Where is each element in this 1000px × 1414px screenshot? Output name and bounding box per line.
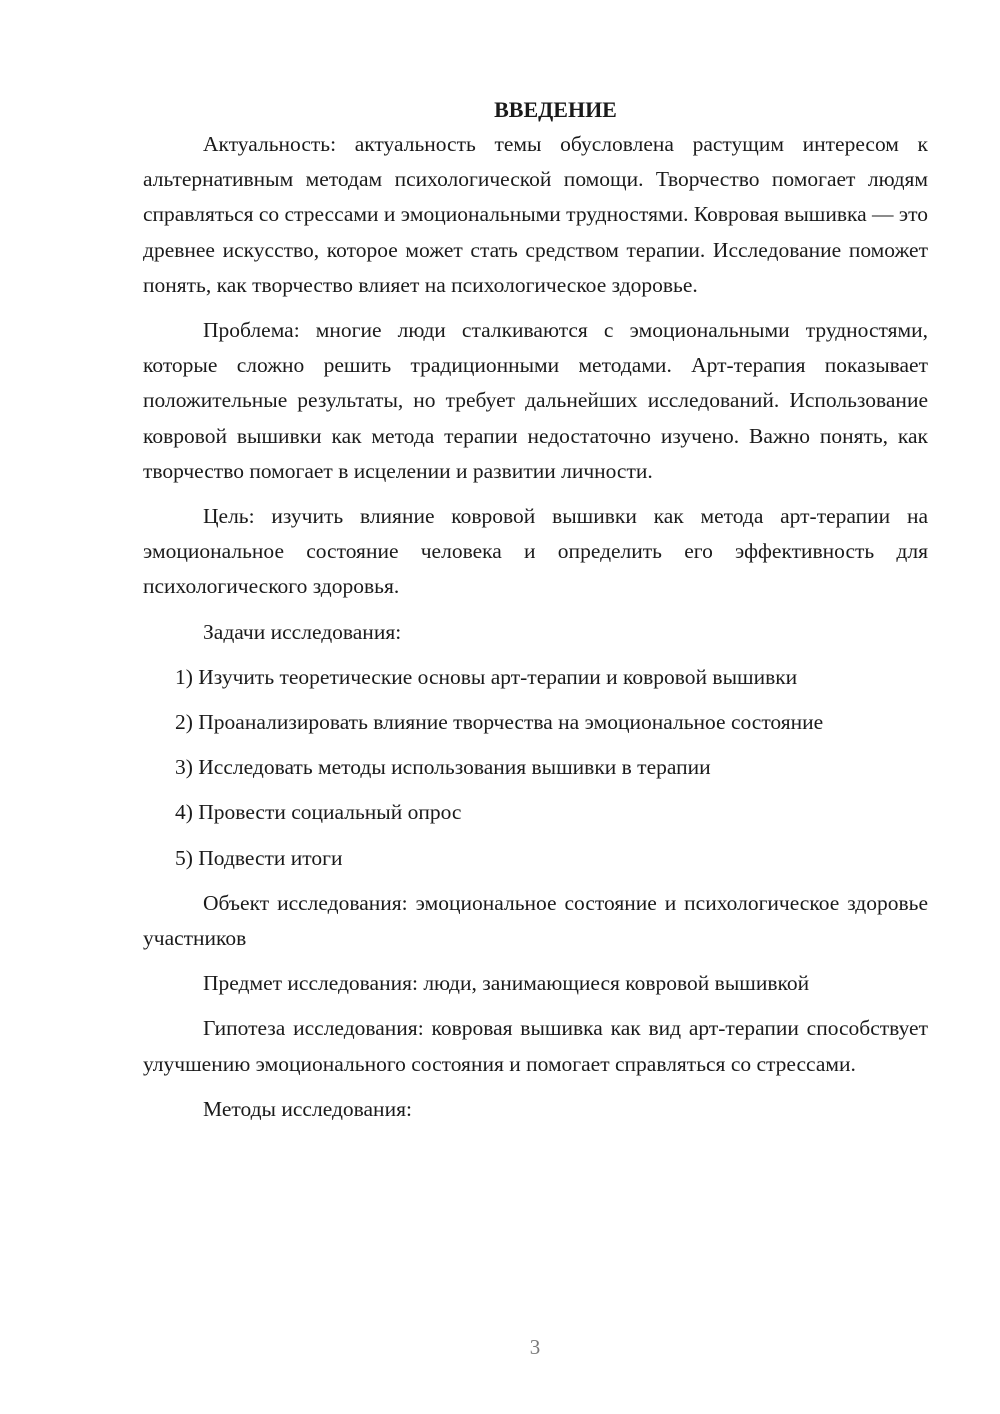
methods-paragraph: Методы исследования: — [203, 1096, 412, 1121]
task-item: 5) Подвести итоги — [175, 845, 343, 870]
spacer — [143, 489, 928, 499]
task-item: 1) Изучить теоретические основы арт-терапии и ковровой вышивки — [175, 664, 798, 689]
spacer — [143, 831, 928, 841]
task-item: 4) Провести социальный опрос — [175, 800, 462, 825]
goal-paragraph: Цель: изучить влияние ковровой вышивки как метода арт-терапии на эмоциональное состояние человека и определить его эффективность для психологического здоровья. — [143, 504, 928, 599]
spacer — [143, 605, 928, 615]
section-heading: ВВЕДЕНИЕ — [494, 97, 617, 122]
relevance-paragraph: Актуальность: актуальность темы обусловлена растущим интересом к альтернативным методам психологической помощи. Творчество помогает людям справляться со стрессами и эмоциональными трудностями. Ковровая вышивка — это древнее искусство, которое может стать средством терапии. Исследование поможет понять, как творчество влияет на психологическое здоровье. — [143, 132, 928, 297]
subject-paragraph: Предмет исследования: люди, занимающиеся ковровой вышивкой — [203, 971, 810, 996]
task-item: 2) Проанализировать влияние творчества на эмоциональное состояние — [175, 710, 824, 735]
spacer — [143, 695, 928, 705]
object-paragraph: Объект исследования: эмоциональное состояние и психологическое здоровье участников — [143, 890, 928, 951]
tasks-title: Задачи исследования: — [203, 619, 402, 644]
spacer — [143, 740, 928, 750]
task-item: 3) Исследовать методы использования вышивки в терапии — [175, 755, 711, 780]
document-page — [143, 92, 928, 1127]
spacer — [143, 956, 928, 966]
page-number: 3 — [529, 1335, 541, 1359]
problem-paragraph: Проблема: многие люди сталкиваются с эмоциональными трудностями, которые сложно решить традиционными методами. Арт-терапия показывает положительные результаты, но требует дальнейших исследований. Использование ковровой вышивки как метода терапии недостаточно изучено. Важно понять, как творчество помогает в исцелении и развитии личности. — [143, 318, 928, 483]
spacer — [143, 876, 928, 886]
spacer — [143, 1082, 928, 1092]
spacer — [143, 650, 928, 660]
spacer — [143, 785, 928, 795]
spacer — [143, 303, 928, 313]
hypothesis-paragraph: Гипотеза исследования: ковровая вышивка как вид арт-терапии способствует улучшению эмоционального состояния и помогает справляться со стрессами. — [143, 1016, 928, 1076]
spacer — [143, 1001, 928, 1011]
